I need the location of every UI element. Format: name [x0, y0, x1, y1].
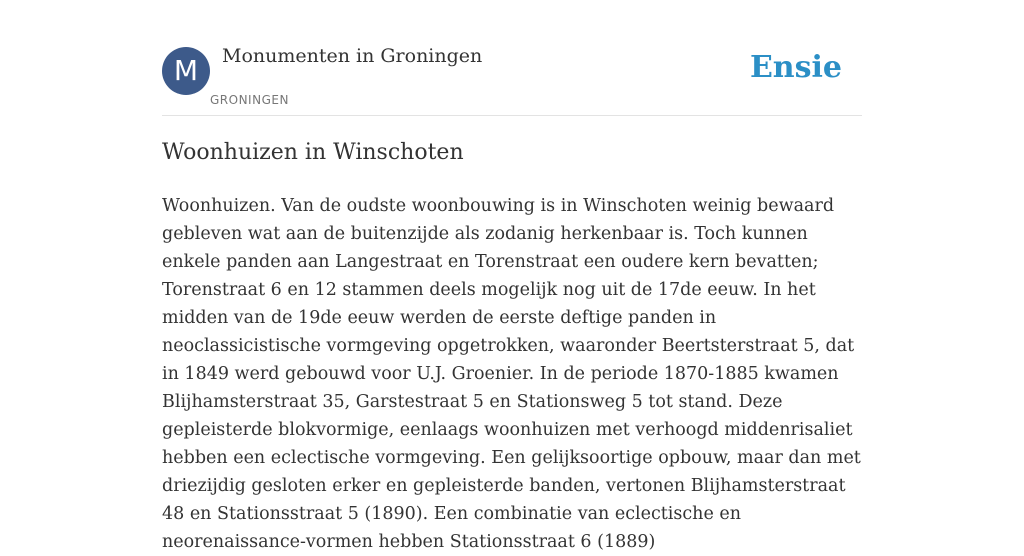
category-label[interactable]: GRONINGEN [210, 93, 289, 107]
article-body: Woonhuizen. Van de oudste woonbouwing is in Winschoten weinig bewaard gebleven wat aan de buitenzijde als zodanig herkenbaar is. Toch kunnen enkele panden aan Langestraat en Torenstraat een oudere kern bevatten; Torenstraat 6 en 12 stammen deels mogelijk nog uit de 17de eeuw. In het midden van de 19de eeuw werden de eerste deftige panden in neoclassicistische vormgeving opgetrokken, waaronder Beertsterstraat 5, dat in 1849 werd gebouwd voor U.J. Groenier. In de periode 1870-1885 kwamen Blijhamsterstraat 35, Garstestraat 5 en Stationsweg 5 tot stand. Deze gepleisterde blokvormige, eenlaags woonhuizen met verhoogd middenrisaliet hebben een eclectische vormgeving. Een gelijksoortige opbouw, maar dan met driezijdig gesloten erker en gepleisterde banden, vertonen Blijhamsterstraat 48 en Stationsstraat 5 (1890). Een combinatie van eclectische en neorenaissance-vormen hebben Stationsstraat 6 (1889) [162, 196, 861, 552]
article-title: Woonhuizen in Winschoten [162, 140, 464, 165]
avatar[interactable]: M [162, 47, 210, 95]
book-title-link[interactable]: Monumenten in Groningen [222, 45, 483, 67]
ensie-logo[interactable]: Ensie [749, 50, 842, 85]
header [162, 0, 862, 116]
